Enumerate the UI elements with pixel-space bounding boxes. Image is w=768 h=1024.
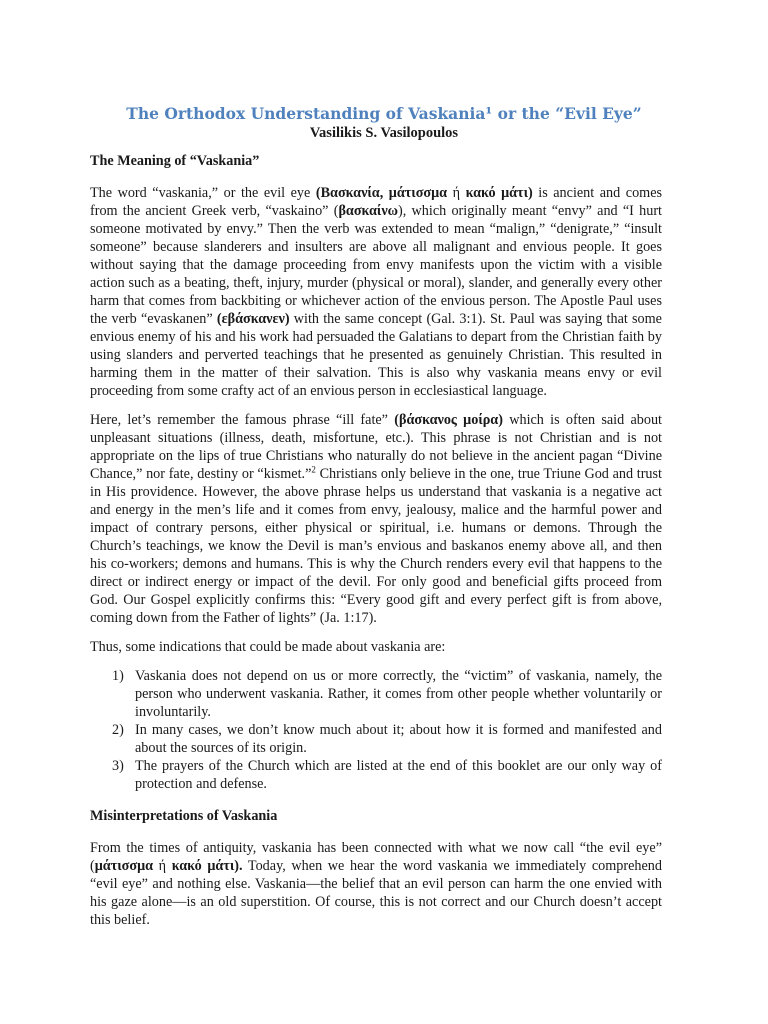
document-author: Vasilikis S. Vasilopoulos (309, 125, 459, 141)
paragraph-meaning-3: Thus, some indications that could be made about vaskania are: (90, 639, 446, 655)
list-item: 3) The prayers of the Church which are listed at the end of this booklet are our only way of protection and defense. (112, 758, 662, 792)
paragraph-misinterpretations-1: From the times of antiquity, vaskania has been connected with what we now call “the evil eye” (μάτισσμα ή κακό μάτι). Today, when we hear the word vaskania we immediately comprehend “evil eye” and nothing else. Vaskania—the belief that an evil person can harm the one envied with his gaze alone—is an old superstition. Of course, this is not correct and our Church doesn’t accept this belief. (90, 840, 662, 928)
footnote-marker: 2 (311, 464, 316, 475)
section-heading-misinterpretations: Misinterpretations of Vaskania (90, 808, 278, 824)
indications-list (90, 667, 662, 793)
list-item: 2) In many cases, we don’t know much about it; about how it is formed and manifested and about the sources of its origin. (112, 722, 662, 756)
paragraph-meaning-1: The word “vaskania,” or the evil eye (Βασκανία, μάτισσμα ή κακό μάτι) is ancient and comes from the ancient Greek verb, “vaskaino” (βασκαίνω), which originally meant “envy” and “I hurt someone motivated by envy.” Then the verb was extended to mean “malign,” “denigrate,” “insult someone” because slanderers and insulters are above all malignant and envious people. It goes without saying that the damage proceeding from envy manifests upon the victim with a visible action such as a beating, theft, injury, murder (physical or moral), slander, and generally every other harm that comes from backbiting or whichever action of the envious person. The Apostle Paul uses the verb “evaskanen” (εβάσκανεν) with the same concept (Gal. 3:1). St. Paul was saying that some envious enemy of his and his work had persuaded the Galatians to depart from the Christian faith by using slanders and perverted teachings that he presented as genuinely Christian. This resulted in harming them in the matter of their salvation. This is also why vaskania means envy or evil proceeding from some crafty act of an envious person in ecclesiastical language. (90, 185, 663, 399)
document-title: The Orthodox Understanding of Vaskania¹ or the “Evil Eye” (126, 104, 642, 123)
paragraph-meaning-2: Here, let’s remember the famous phrase “ill fate” (βάσκανος μοίρα) which is often said about unpleasant situations (illness, death, misfortune, etc.). This phrase is not Christian and is not appropriate on the lips of true Christians who naturally do not believe in the ancient pagan “Divine Chance,” nor fate, destiny or “kismet.”$^2$ Christians only believe in the one, true Triune God and trust in His providence. However, the above phrase helps us understand that vaskania is a negative act and energy in the men’s life and it comes from envy, jealousy, malice and the harmful power and impact of contrary persons, either physical or spiritual, i.e. humans or demons. Through the Church’s teachings, we know the Devil is man’s envious and baskanos enemy above all, and then his co-workers; demons and humans. This is why the Church renders every evil that happens to the direct or indirect energy or impact of the devil. For only good and beneficial gifts proceed from God. Our Gospel explicitly confirms this: “Every good gift and every perfect gift is from above, coming down from the Father of lights” (Ja. 1:17). (90, 412, 662, 626)
list-item: 1) Vaskania does not depend on us or more correctly, the “victim” of vaskania, namely, the person who underwent vaskania. Rather, it comes from other people whether voluntarily or involuntarily. (112, 668, 662, 720)
document-body (90, 152, 662, 940)
section-heading-meaning: The Meaning of “Vaskania” (90, 153, 260, 169)
